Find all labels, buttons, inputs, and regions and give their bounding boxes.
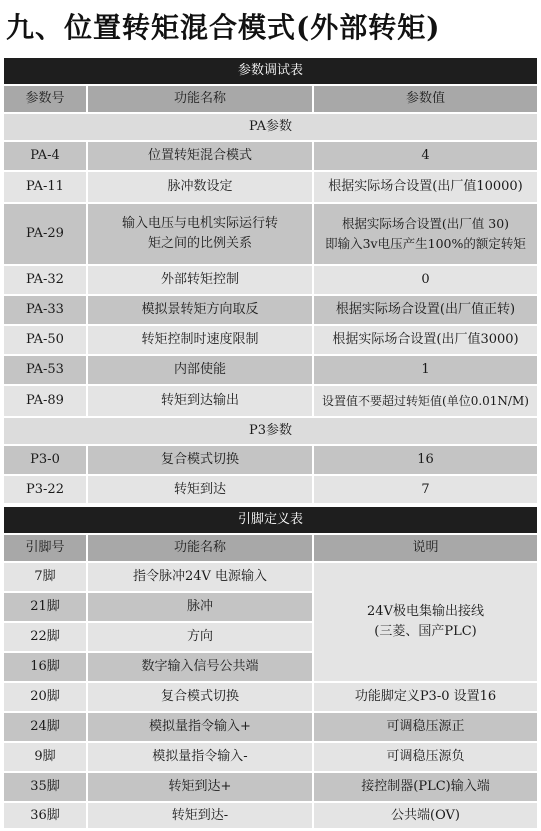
pin-number: 21脚 — [4, 593, 86, 621]
param-id: P3-0 — [4, 446, 86, 474]
param-value-line: 即输入3v电压产生100%的额定转矩 — [325, 236, 526, 251]
table-row — [4, 773, 537, 801]
param-value: 根据实际场合设置(出厂值3000) — [314, 326, 537, 354]
pin-number: 7脚 — [4, 563, 86, 591]
param-table-title: 参数调试表 — [4, 58, 537, 84]
table-row — [4, 653, 537, 681]
pin-function: 模拟量指令输入+ — [88, 713, 312, 741]
table-row — [4, 386, 537, 416]
param-id: P3-22 — [4, 476, 86, 503]
pin-function: 复合模式切换 — [88, 683, 312, 711]
table-row — [4, 266, 537, 294]
pin-table-title-row — [4, 507, 537, 533]
param-id: PA-11 — [4, 172, 86, 202]
pin-function: 脉冲 — [88, 593, 312, 621]
table-row — [4, 743, 537, 771]
param-name: 转矩到达 — [88, 476, 312, 503]
table-row — [4, 803, 537, 828]
param-name: 脉冲数设定 — [88, 172, 312, 202]
table-row — [4, 356, 537, 384]
pin-function: 指令脉冲24V 电源输入 — [88, 563, 312, 591]
pin-function: 模拟量指令输入- — [88, 743, 312, 771]
param-name — [88, 204, 312, 264]
pin-description: 功能脚定义P3-0 设置16 — [314, 683, 537, 711]
table-row — [4, 326, 537, 354]
param-table-header-row — [4, 86, 537, 112]
pin-description: 公共端(OV) — [314, 803, 537, 828]
param-id: PA-32 — [4, 266, 86, 294]
param-value: 0 — [314, 266, 537, 294]
header-param-id: 参数号 — [4, 86, 86, 112]
pin-number: 22脚 — [4, 623, 86, 651]
pin-description: 可调稳压源正 — [314, 713, 537, 741]
page-title: 九、位置转矩混合模式(外部转矩) — [6, 11, 441, 44]
table-row — [4, 623, 537, 651]
table-row — [4, 593, 537, 621]
table-row — [4, 683, 537, 711]
header-pin-number: 引脚号 — [4, 535, 86, 561]
param-value: 16 — [314, 446, 537, 474]
pin-function: 转矩到达+ — [88, 773, 312, 801]
pin-number: 20脚 — [4, 683, 86, 711]
param-id: PA-89 — [4, 386, 86, 416]
param-value: 1 — [314, 356, 537, 384]
table-row — [4, 142, 537, 170]
table-row — [4, 204, 537, 264]
param-name-line: 输入电压与电机实际运行转 — [121, 216, 278, 231]
pin-number: 24脚 — [4, 713, 86, 741]
param-id: PA-53 — [4, 356, 86, 384]
param-name: 转矩控制时速度限制 — [88, 326, 312, 354]
table-row — [4, 296, 537, 324]
pin-number: 9脚 — [4, 743, 86, 771]
section-row-p3 — [4, 418, 537, 444]
header-function-name: 功能名称 — [88, 535, 312, 561]
param-table-title-row — [4, 58, 537, 84]
param-name: 外部转矩控制 — [88, 266, 312, 294]
pin-function: 数字输入信号公共端 — [88, 653, 312, 681]
param-name: 内部使能 — [88, 356, 312, 384]
param-id: PA-4 — [4, 142, 86, 170]
param-name: 模拟景转矩方向取反 — [88, 296, 312, 324]
pin-function: 方向 — [88, 623, 312, 651]
table-row — [4, 172, 537, 202]
param-value: 4 — [314, 142, 537, 170]
header-description: 说明 — [314, 535, 537, 561]
section-label-p3: P3参数 — [4, 418, 537, 444]
param-id: PA-29 — [4, 204, 86, 264]
param-value — [314, 204, 537, 264]
pin-description: 可调稳压源负 — [314, 743, 537, 771]
param-name: 位置转矩混合模式 — [88, 142, 312, 170]
param-name: 复合模式切换 — [88, 446, 312, 474]
pin-number: 35脚 — [4, 773, 86, 801]
param-value-line: 根据实际场合设置(出厂值 30) — [341, 216, 510, 231]
table-row — [4, 446, 537, 474]
table-row — [4, 563, 537, 591]
table-row — [4, 476, 537, 503]
header-function-name: 功能名称 — [88, 86, 312, 112]
param-value: 根据实际场合设置(出厂值10000) — [314, 172, 537, 202]
section-row-pa — [4, 114, 537, 140]
param-value: 设置值不要超过转矩值(单位0.01N/M) — [314, 386, 537, 416]
param-id: PA-50 — [4, 326, 86, 354]
pin-number: 36脚 — [4, 803, 86, 828]
param-id: PA-33 — [4, 296, 86, 324]
header-param-value: 参数值 — [314, 86, 537, 112]
table-row — [4, 713, 537, 741]
param-table — [4, 58, 537, 503]
param-value: 7 — [314, 476, 537, 503]
param-name-line: 矩之间的比例关系 — [147, 236, 252, 251]
pin-table — [4, 507, 537, 828]
pin-description: 接控制器(PLC)输入端 — [314, 773, 537, 801]
param-value: 根据实际场合设置(出厂值正转) — [314, 296, 537, 324]
pin-number: 16脚 — [4, 653, 86, 681]
section-label-pa: PA参数 — [4, 114, 537, 140]
merged-description-line: (三菱、国产PLC) — [374, 624, 477, 639]
param-name: 转矩到达输出 — [88, 386, 312, 416]
merged-description-line: 24V极电集输出接线 — [367, 604, 484, 619]
pin-table-title: 引脚定义表 — [4, 507, 537, 533]
pin-table-header-row — [4, 535, 537, 561]
pin-function: 转矩到达- — [88, 803, 312, 828]
